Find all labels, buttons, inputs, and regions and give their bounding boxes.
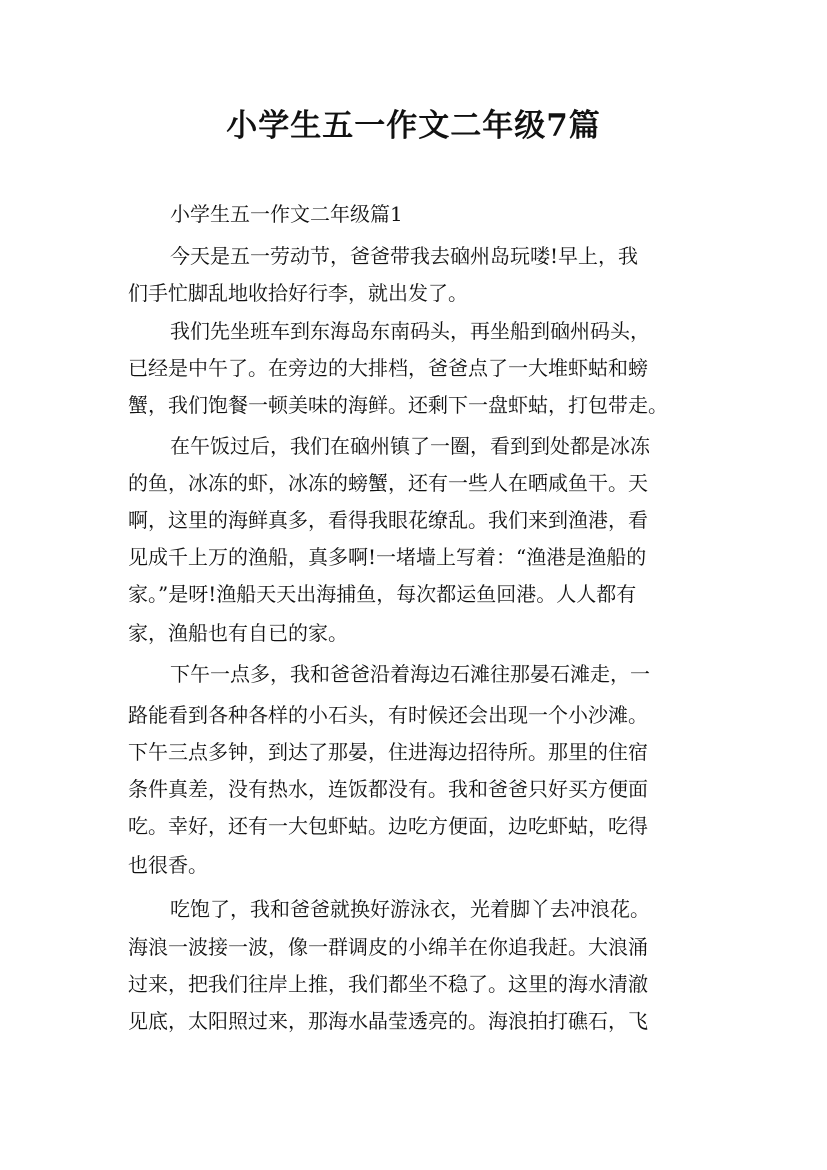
text-line: 见底，太阳照过来，那海水晶莹透亮的。海浪拍打礁石，飞 — [128, 1009, 648, 1033]
text-line: 吃。幸好，还有一大包虾蛄。边吃方便面，边吃虾蛄，吃得 — [128, 814, 648, 838]
text-line: 海浪一波接一波，像一群调皮的小绵羊在你追我赶。大浪涌 — [128, 935, 648, 959]
text-line: 吃饱了，我和爸爸就换好游泳衣，光着脚丫去冲浪花。 — [170, 897, 650, 921]
document-title: 小学生五一作文二年级7篇 — [226, 108, 601, 144]
text-line: 家，渔船也有自已的家。 — [128, 621, 348, 645]
text-line: 过来，把我们往岸上推，我们都坐不稳了。这里的海水清澈 — [128, 972, 648, 996]
text-line: 见成千上万的渔船，真多啊!一堵墙上写着：“渔港是渔船的 — [128, 545, 647, 569]
text-line: 蟹，我们饱餐一顿美味的海鲜。还剩下一盘虾蛄，打包带走。 — [128, 393, 668, 417]
text-line: 们手忙脚乱地收拾好行李，就出发了。 — [128, 281, 468, 305]
text-line: 今天是五一劳动节，爸爸带我去硇州岛玩喽!早上，我 — [170, 244, 639, 268]
text-line: 也很香。 — [128, 853, 208, 877]
text-line: 下午三点多钟，到达了那晏，住进海边招待所。那里的住宿 — [128, 740, 648, 764]
text-line: 的鱼，冰冻的虾，冰冻的螃蟹，还有一些人在晒咸鱼干。天 — [128, 471, 648, 495]
text-line: 在午饭过后，我们在硇州镇了一圈，看到到处都是冰冻 — [170, 434, 650, 458]
text-line: 啊，这里的海鲜真多，看得我眼花缭乱。我们来到渔港，看 — [128, 508, 648, 532]
text-line: 家。”是呀!渔船天天出海捕鱼，每次都运鱼回港。人人都有 — [128, 582, 637, 606]
text-line: 下午一点多，我和爸爸沿着海边石滩往那晏石滩走，一 — [170, 662, 650, 686]
text-line: 我们先坐班车到东海岛东南码头，再坐船到硇州码头， — [170, 319, 650, 343]
section-heading: 小学生五一作文二年级篇1 — [170, 202, 403, 226]
text-line: 路能看到各种各样的小石头，有时候还会出现一个小沙滩。 — [128, 703, 648, 727]
text-line: 条件真差，没有热水，连饭都没有。我和爸爸只好买方便面 — [128, 777, 648, 801]
text-line: 已经是中午了。在旁边的大排档，爸爸点了一大堆虾蛄和螃 — [128, 356, 648, 380]
